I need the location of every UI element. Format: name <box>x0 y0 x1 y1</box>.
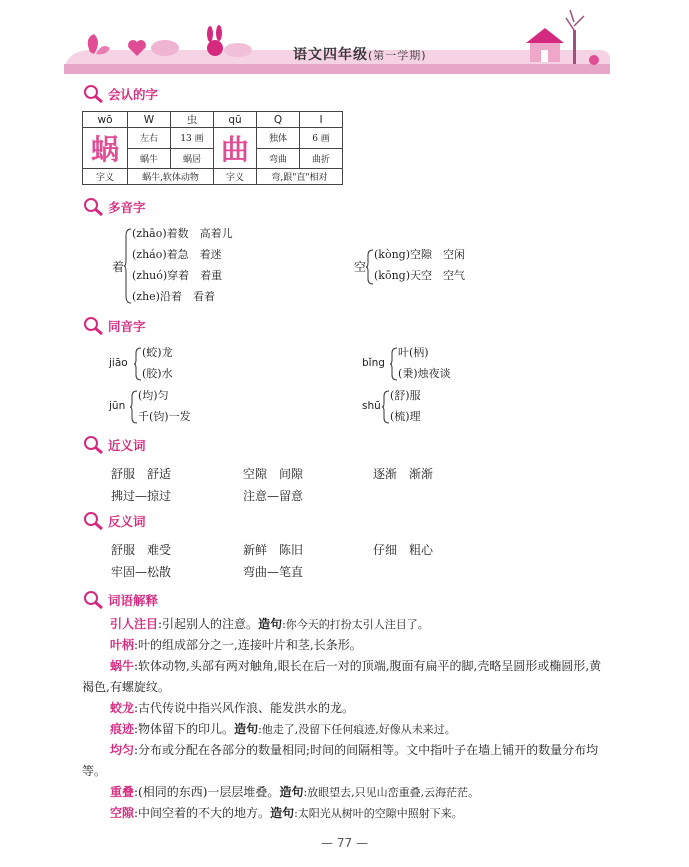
glossary-list <box>82 614 606 824</box>
word-pair: 舒服 难受 <box>111 543 172 557</box>
glossary-entry: 痕迹:物体留下的印儿。造句:他走了,没留下任何痕迹,好像从未来过。 <box>110 722 456 736</box>
glossary-entry: 引人注目:引起别人的注意。造句:你今天的打扮太引人注目了。 <box>110 617 429 631</box>
table-cell: 蜗牛,软体动物 <box>128 169 214 185</box>
glossary-entry: 叶柄:叶的组成部分之一,连接叶片和茎,长条形。 <box>110 638 362 652</box>
glossary-entry: 重叠:(相同的东西)一层层堆叠。造句:放眼望去,只见山峦重叠,云海茫茫。 <box>110 785 480 799</box>
table-cell: 左右 <box>128 128 171 149</box>
magnifier-icon <box>82 197 106 217</box>
homophone-list: 叶(柄) (秉)烛夜谈 <box>398 346 451 380</box>
word-pair: 拂过—掠过 <box>111 489 172 503</box>
glossary-entry: 蜗牛:软体动物,头部有两对触角,眼长在后一对的顶端,腹面有扁平的脚,壳略呈圆形或椭圆形,黄褐色,有螺旋纹。 <box>82 659 602 694</box>
table-cell: 弯,跟"直"相对 <box>257 169 343 185</box>
word-pair: 逐渐 渐渐 <box>373 467 434 481</box>
brace-icon <box>134 347 142 381</box>
glossary-entry: 空隙:中间空着的不大的地方。造句:太阳光从树叶的空隙中照射下来。 <box>110 806 463 820</box>
magnifier-icon <box>82 435 106 455</box>
homophone-pinyin: shū <box>362 400 381 412</box>
table-cell: 弯曲 <box>257 148 300 169</box>
page-header-title: 语文四年级(第一学期) <box>293 47 427 63</box>
big-char-cell <box>83 128 128 169</box>
section-heading: 同音字 <box>82 316 146 336</box>
table-cell: 字义 <box>214 169 257 185</box>
big-char: 蜗 <box>90 133 119 166</box>
homophone-list: (舒)服 (梳)理 <box>390 389 421 423</box>
homophone-pinyin: jiāo <box>109 357 128 369</box>
polyphone-char: 着 <box>112 260 125 274</box>
word-pair: 新鲜 陈旧 <box>243 543 304 557</box>
flower-decoration-icon <box>88 34 110 54</box>
homophone-pinyin: bǐng <box>362 357 385 369</box>
polyphone-list: (kòng)空隙 空闲 (kōng)天空 空气 <box>374 248 465 282</box>
section-heading: 词语解释 <box>82 590 158 610</box>
table-cell: qū <box>214 112 257 128</box>
magnifier-icon <box>82 590 106 610</box>
homophone-list: (均)匀 千(钧)一发 <box>138 389 191 423</box>
word-pair: 牢固—松散 <box>111 565 172 579</box>
header-banner <box>0 0 689 78</box>
section-heading: 多音字 <box>82 197 146 217</box>
section-heading: 反义词 <box>82 511 146 531</box>
house-icon <box>526 28 564 62</box>
bunny-icon <box>207 25 223 56</box>
page-number: — 77 — <box>321 836 368 850</box>
polyphone-list: (zhāo)着数 高着儿 (zháo)着急 着迷 (zhuó)穿着 着重 (zhe)沿着 看着 <box>132 227 233 303</box>
glossary-entry: 均匀:分布或分配在各部分的数量相同;时间的间隔相等。文中指叶子在墙上铺开的数量分布均等。 <box>82 743 599 778</box>
section-heading: 近义词 <box>82 435 146 455</box>
table-cell: 虫 <box>171 112 214 128</box>
table-cell: 蜗牛 <box>128 148 171 169</box>
table-cell: Q <box>257 112 300 128</box>
brace-icon <box>382 390 390 424</box>
character-table <box>82 111 343 185</box>
table-cell: I <box>300 112 343 128</box>
homophone-list: (蛟)龙 (胶)水 <box>142 346 173 380</box>
table-cell: 曲折 <box>300 148 343 169</box>
table-cell: 字义 <box>83 169 128 185</box>
brace-icon <box>130 390 138 424</box>
magnifier-icon <box>82 316 106 336</box>
homophone-pinyin: jūn <box>109 400 126 412</box>
word-pair: 空隙 间隙 <box>243 467 304 481</box>
brace-icon <box>390 347 398 381</box>
table-cell: wō <box>83 112 128 128</box>
word-pair: 注意—留意 <box>243 489 304 503</box>
brace-icon <box>124 228 132 304</box>
word-pair: 仔细 粗心 <box>373 543 434 557</box>
brace-icon <box>366 249 374 285</box>
table-cell: 13 画 <box>171 128 214 149</box>
big-char-cell <box>214 128 257 169</box>
polyphone-char: 空 <box>354 260 367 274</box>
word-pair: 舒服 舒适 <box>111 467 172 481</box>
magnifier-icon <box>82 84 106 104</box>
table-cell: 蜗居 <box>171 148 214 169</box>
table-cell: W <box>128 112 171 128</box>
big-char: 曲 <box>220 133 249 166</box>
section-heading: 会认的字 <box>82 84 158 104</box>
table-cell: 独体 <box>257 128 300 149</box>
magnifier-icon <box>82 511 106 531</box>
word-pair: 弯曲—笔直 <box>243 565 304 579</box>
table-cell: 6 画 <box>300 128 343 149</box>
glossary-entry: 蛟龙:古代传说中指兴风作浪、能发洪水的龙。 <box>110 701 355 715</box>
